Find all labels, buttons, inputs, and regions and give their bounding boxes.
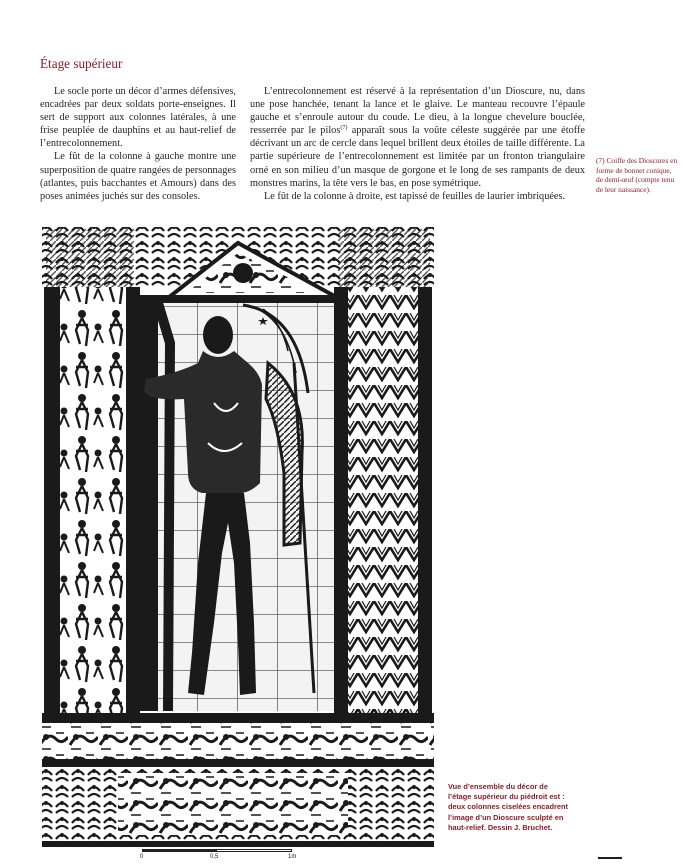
cropped-running-header [335, 0, 590, 5]
scale-bar-graphic [142, 849, 292, 852]
dioscure-drawing [38, 223, 438, 850]
paragraph: L’entrecolonnement est réservé à la représentation d’un Dioscure, nu, dans une pose hanchée, tenant la lance et le glaive. Le manteau recouvre l’épaule gauche et s’enroule autour du coude. Le dieu, à la longue chevelure bouclée, resserrée par le pilos$^{(7)}$ apparaît sous la voûte céleste suggérée par une étoffe décrivant un arc de cercle dans lequel brillent deux étoiles de taille différente. La partie supérieure de l’entrecolonnement est limitée par un fronton triangulaire orné en son milieu d’un masque de gorgone et le long de ses rampants de deux monstres marins, la tête vers le bas, en pose symétrique. [250, 86, 585, 189]
paragraph: Le socle porte un décor d’armes défensives, encadrées par deux soldats porte-enseignes. Il sert de support aux colonnes latérales, à une frise peuplée de dauphins et au haut-relief de l’entrecolonnement. [40, 86, 236, 150]
scale-label: 0 [140, 854, 144, 860]
footnote-reference[interactable]: (7) [340, 125, 348, 132]
section-title: Étage supérieur [40, 56, 123, 71]
paragraph: Le fût de la colonne à gauche montre une superposition de quatre rangées de personnages (atlantes, puis bacchantes et Amours) dans des poses animées juchés sur des consoles. [40, 151, 236, 202]
footnote: (7) Coiffe des Dioscures en forme de bonnet conique, de demi-œuf (compte tenu de leur naissance). [596, 156, 678, 194]
scale-label: 0,5 [210, 854, 219, 860]
scale-label: 1m [288, 854, 297, 860]
figure-caption: Vue d’ensemble du décor de l’étage supérieur du piédroit est : deux colonnes ciselées encadrent l’image d’un Dioscure sculpté en haut-relief. Dessin J. Bruchet. [448, 782, 568, 832]
paragraph: Le fût de la colonne à droite, est tapissé de feuilles de laurier imbriquées. [264, 190, 566, 202]
page-mark [598, 857, 622, 859]
left-text-column [40, 85, 236, 203]
scale-bar [142, 847, 302, 863]
right-text-column [250, 85, 585, 203]
